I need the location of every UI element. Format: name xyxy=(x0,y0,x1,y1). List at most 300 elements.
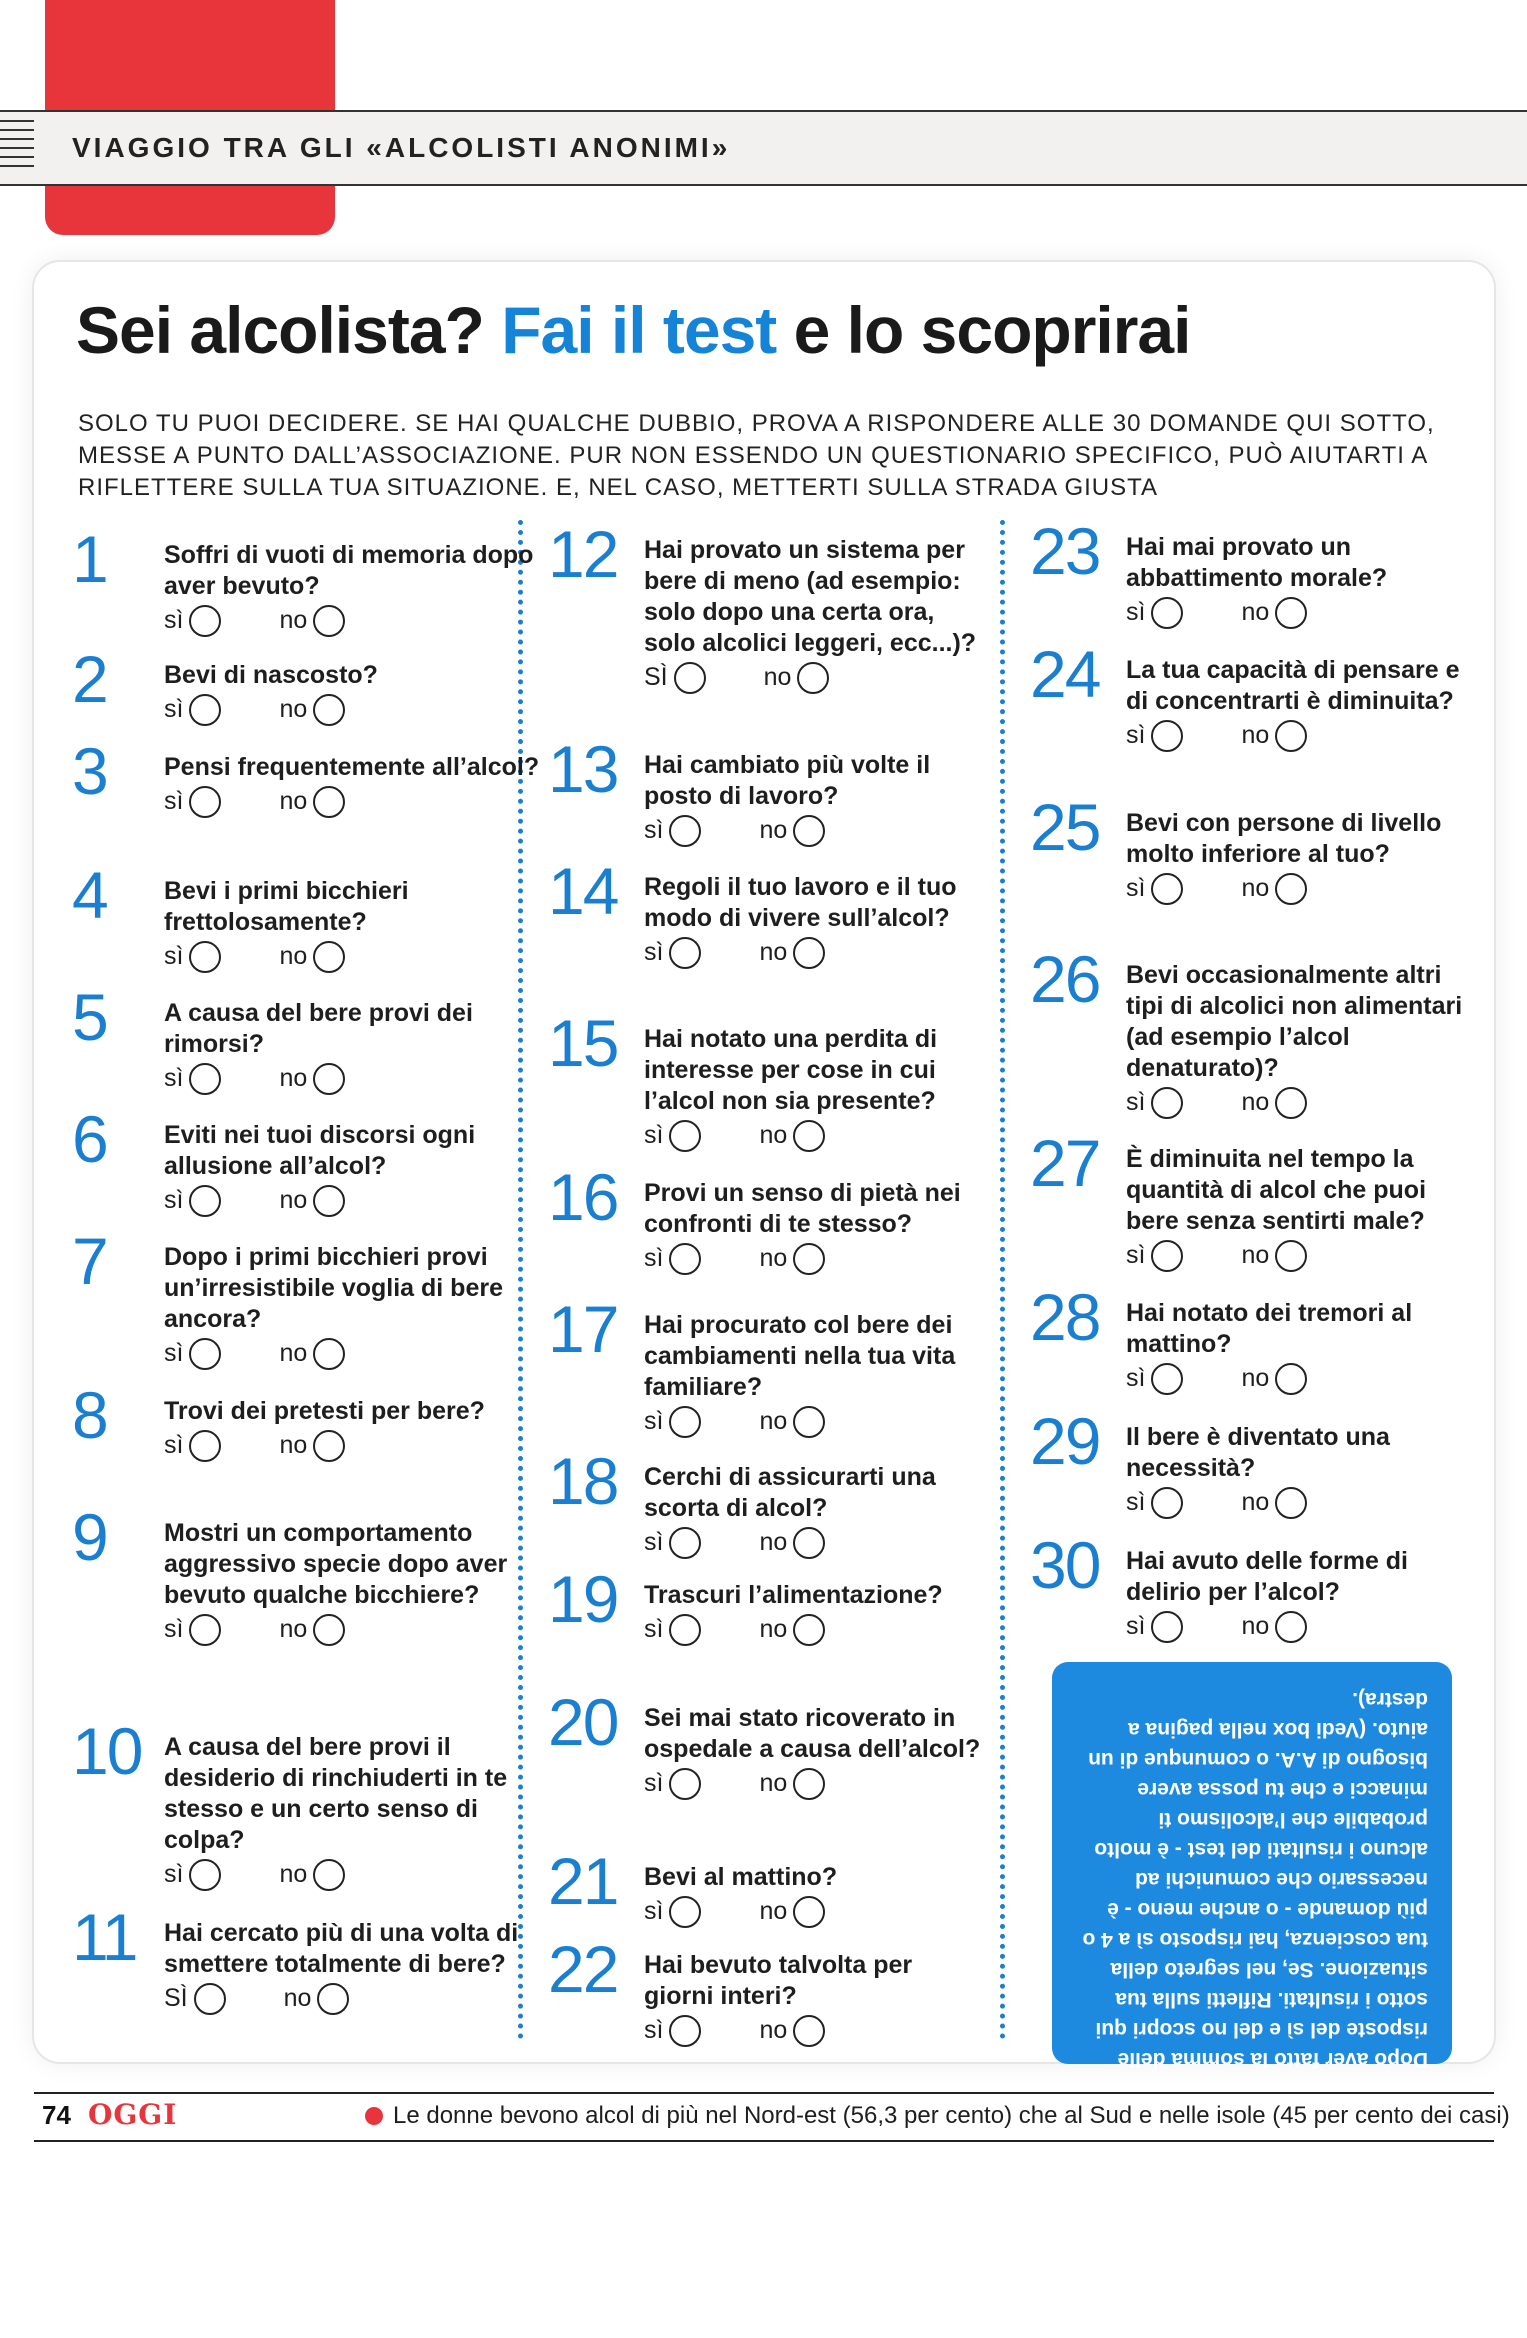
answer-yes-label: sì xyxy=(644,2016,664,2044)
answer-no[interactable] xyxy=(759,1243,825,1275)
answer-options xyxy=(644,1895,984,1928)
answer-yes-label: sì xyxy=(164,606,184,634)
question-text-block xyxy=(164,1120,564,1217)
question-number: 4 xyxy=(72,858,107,932)
answer-circle-icon[interactable] xyxy=(189,694,221,726)
answer-circle-icon[interactable] xyxy=(1275,720,1307,752)
answer-options xyxy=(644,1119,984,1152)
answer-no[interactable] xyxy=(759,1406,825,1438)
answer-yes[interactable] xyxy=(1126,873,1183,905)
answer-yes[interactable] xyxy=(644,1120,701,1152)
magazine-logo: OGGI xyxy=(88,2098,178,2131)
answer-circle-icon[interactable] xyxy=(1151,597,1183,629)
answer-circle-icon[interactable] xyxy=(793,1120,825,1152)
question-text-block xyxy=(164,1518,564,1646)
answer-no[interactable] xyxy=(279,1338,345,1370)
answer-no[interactable] xyxy=(284,1983,350,2015)
answer-circle-icon[interactable] xyxy=(189,605,221,637)
answer-yes-label: sì xyxy=(164,942,184,970)
answer-yes-label: sì xyxy=(164,1860,184,1888)
answer-no[interactable] xyxy=(279,941,345,973)
answer-yes[interactable] xyxy=(644,1527,701,1559)
answer-circle-icon[interactable] xyxy=(793,2015,825,2047)
question-text: Regoli il tuo lavoro e il tuo modo di vivere sull’alcol? xyxy=(644,873,957,932)
answer-no-label: no xyxy=(279,695,308,723)
header-side-lines xyxy=(0,120,34,174)
answer-options xyxy=(644,1767,984,1800)
answer-no[interactable] xyxy=(759,1527,825,1559)
answer-circle-icon[interactable] xyxy=(797,662,829,694)
answer-yes-label: sì xyxy=(164,1339,184,1367)
answer-options xyxy=(1126,872,1466,905)
answer-no[interactable] xyxy=(1241,1487,1307,1519)
question-text-block xyxy=(164,876,564,973)
question-number: 18 xyxy=(548,1444,618,1518)
results-box-text: Dopo aver fatto la somma delle risposte del sì e del no scopri qui sotto i risultati. Rifletti sulla tua situazione. Se, nel segreto della tua coscienza, hai risposto sì a 4 o più domande - o anche meno - è necessario che comunichi ad alcuno i risultati del test - è molto probabile che l’alcolismo ti minacci e che tu possa avere bisogno di A.A. o comunque di un aiuto. (Vedi box nella pagina a destra). xyxy=(1082,1688,1428,2071)
answer-options xyxy=(164,1858,564,1891)
question-text-block xyxy=(644,1462,984,1559)
answer-no[interactable] xyxy=(759,815,825,847)
title-part-1: Sei alcolista? xyxy=(76,293,484,367)
answer-circle-icon[interactable] xyxy=(1275,1363,1307,1395)
answer-circle-icon[interactable] xyxy=(793,1768,825,1800)
question-text: Hai bevuto talvolta per giorni interi? xyxy=(644,1951,913,2010)
answer-no[interactable] xyxy=(279,786,345,818)
answer-no-label: no xyxy=(279,1339,308,1367)
answer-circle-icon[interactable] xyxy=(1275,1240,1307,1272)
question-text: Hai notato una perdita di interesse per cose in cui l’alcol non sia presente? xyxy=(644,1025,938,1115)
answer-circle-icon[interactable] xyxy=(189,1430,221,1462)
footer-note xyxy=(365,2102,1510,2130)
answer-circle-icon[interactable] xyxy=(1151,1363,1183,1395)
answer-circle-icon[interactable] xyxy=(669,937,701,969)
answer-yes[interactable] xyxy=(164,1185,221,1217)
answer-yes-label: sì xyxy=(644,1244,664,1272)
question-text: Hai mai provato un abbattimento morale? xyxy=(1126,533,1388,592)
answer-circle-icon[interactable] xyxy=(669,1527,701,1559)
question-text-block xyxy=(1126,808,1466,905)
answer-no[interactable] xyxy=(279,1859,345,1891)
answer-circle-icon[interactable] xyxy=(1151,1240,1183,1272)
answer-no[interactable] xyxy=(1241,597,1307,629)
answer-circle-icon[interactable] xyxy=(1275,1611,1307,1643)
answer-no-label: no xyxy=(759,1407,788,1435)
answer-circle-icon[interactable] xyxy=(669,2015,701,2047)
question-number: 21 xyxy=(548,1844,618,1918)
question-number: 1 xyxy=(72,522,107,596)
answer-options xyxy=(644,1405,984,1438)
answer-yes-label: sì xyxy=(1126,598,1146,626)
answer-yes-label: sì xyxy=(164,1431,184,1459)
answer-no-label: no xyxy=(759,816,788,844)
answer-circle-icon[interactable] xyxy=(313,1859,345,1891)
answer-circle-icon[interactable] xyxy=(313,1614,345,1646)
answer-no[interactable] xyxy=(279,1430,345,1462)
answer-yes-label: sì xyxy=(644,1769,664,1797)
question-text: Bevi con persone di livello molto inferiore al tuo? xyxy=(1126,809,1442,868)
question-text-block xyxy=(1126,1144,1466,1272)
question-number: 20 xyxy=(548,1685,618,1759)
header-rule-top xyxy=(0,110,1527,112)
answer-circle-icon[interactable] xyxy=(313,1338,345,1370)
question-text: Hai procurato col bere dei cambiamenti nella tua vita familiare? xyxy=(644,1311,956,1401)
answer-yes[interactable] xyxy=(1126,1363,1183,1395)
question-text: A causa del bere provi dei rimorsi? xyxy=(164,999,473,1058)
page-number: 74 xyxy=(42,2100,71,2130)
question-text: A causa del bere provi il desiderio di rinchiuderti in te stesso e un certo senso di colpa? xyxy=(164,1733,508,1854)
question-number: 25 xyxy=(1030,790,1100,864)
answer-circle-icon[interactable] xyxy=(669,1406,701,1438)
answer-yes-label: sì xyxy=(1126,1612,1146,1640)
question-text: È diminuita nel tempo la quantità di alcol che puoi bere senza sentirti male? xyxy=(1126,1145,1427,1235)
answer-yes[interactable] xyxy=(644,815,701,847)
question-text: Il bere è diventato una necessità? xyxy=(1126,1423,1390,1482)
answer-circle-icon[interactable] xyxy=(313,1063,345,1095)
question-text-block xyxy=(164,660,564,726)
answer-no[interactable] xyxy=(764,662,830,694)
answer-options xyxy=(1126,1239,1466,1272)
answer-options xyxy=(1126,596,1466,629)
page-title xyxy=(76,292,1190,368)
answer-yes[interactable] xyxy=(644,662,706,694)
answer-yes[interactable] xyxy=(164,1614,221,1646)
question-text: Hai avuto delle forme di delirio per l’alcol? xyxy=(1126,1547,1409,1606)
question-text-block xyxy=(644,1950,984,2047)
results-box xyxy=(1052,1662,1452,2071)
answer-no-label: no xyxy=(279,1860,308,1888)
answer-circle-icon[interactable] xyxy=(1275,1487,1307,1519)
footer-note-text: Le donne bevono alcol di più nel Nord-est (56,3 per cento) che al Sud e nelle isole (45 per cento dei casi) xyxy=(393,2102,1510,2129)
answer-no[interactable] xyxy=(1241,720,1307,752)
answer-no-label: no xyxy=(279,1431,308,1459)
question-number: 10 xyxy=(72,1714,142,1788)
answer-no[interactable] xyxy=(759,937,825,969)
question-text: Sei mai stato ricoverato in ospedale a causa dell’alcol? xyxy=(644,1704,981,1763)
answer-yes[interactable] xyxy=(644,2015,701,2047)
question-text-block xyxy=(1126,1298,1466,1395)
answer-circle-icon[interactable] xyxy=(793,1406,825,1438)
answer-circle-icon[interactable] xyxy=(313,1185,345,1217)
answer-circle-icon[interactable] xyxy=(669,1243,701,1275)
answer-no-label: no xyxy=(1241,721,1270,749)
question-text: La tua capacità di pensare e di concentrarti è diminuita? xyxy=(1126,656,1460,715)
answer-yes-label: SÌ xyxy=(164,1984,188,2012)
answer-no-label: no xyxy=(279,1064,308,1092)
answer-circle-icon[interactable] xyxy=(313,786,345,818)
answer-options xyxy=(1126,1486,1466,1519)
answer-circle-icon[interactable] xyxy=(1151,1611,1183,1643)
question-text-block xyxy=(644,1862,984,1928)
answer-circle-icon[interactable] xyxy=(793,1614,825,1646)
answer-no[interactable] xyxy=(279,694,345,726)
answer-yes-label: sì xyxy=(164,1186,184,1214)
answer-circle-icon[interactable] xyxy=(669,1120,701,1152)
question-number: 17 xyxy=(548,1292,618,1366)
answer-options xyxy=(1126,719,1466,752)
answer-no[interactable] xyxy=(1241,873,1307,905)
answer-no-label: no xyxy=(759,2016,788,2044)
answer-circle-icon[interactable] xyxy=(793,1527,825,1559)
question-number: 7 xyxy=(72,1224,107,1298)
answer-circle-icon[interactable] xyxy=(194,1983,226,2015)
question-text-block xyxy=(164,998,564,1095)
question-number: 13 xyxy=(548,732,618,806)
answer-yes[interactable] xyxy=(1126,1611,1183,1643)
question-number: 28 xyxy=(1030,1280,1100,1354)
answer-circle-icon[interactable] xyxy=(1151,1087,1183,1119)
answer-yes[interactable] xyxy=(1126,720,1183,752)
question-number: 16 xyxy=(548,1160,618,1234)
answer-options xyxy=(164,1062,564,1095)
header-rule-bottom xyxy=(0,184,1527,186)
answer-circle-icon[interactable] xyxy=(1151,720,1183,752)
answer-options xyxy=(164,1613,564,1646)
question-number: 26 xyxy=(1030,942,1100,1016)
answer-circle-icon[interactable] xyxy=(189,1338,221,1370)
question-text-block xyxy=(644,1178,984,1275)
question-text: Hai provato un sistema per bere di meno (ad esempio: solo dopo una certa ora, solo alcolici leggeri, ecc...)? xyxy=(644,536,977,657)
question-text: Bevi i primi bicchieri frettolosamente? xyxy=(164,877,409,936)
question-text-block xyxy=(164,540,564,637)
answer-yes-label: sì xyxy=(1126,721,1146,749)
answer-circle-icon[interactable] xyxy=(189,1614,221,1646)
answer-yes[interactable] xyxy=(644,1614,701,1646)
answer-circle-icon[interactable] xyxy=(1275,1087,1307,1119)
question-text-block xyxy=(164,1732,564,1891)
answer-no[interactable] xyxy=(1241,1611,1307,1643)
answer-yes[interactable] xyxy=(1126,597,1183,629)
answer-yes[interactable] xyxy=(644,1768,701,1800)
answer-options xyxy=(644,661,984,694)
answer-circle-icon[interactable] xyxy=(1275,597,1307,629)
answer-no[interactable] xyxy=(759,2015,825,2047)
answer-yes[interactable] xyxy=(164,786,221,818)
answer-no-label: no xyxy=(1241,874,1270,902)
question-text: Bevi di nascosto? xyxy=(164,661,378,689)
answer-no-label: no xyxy=(279,787,308,815)
answer-yes[interactable] xyxy=(164,605,221,637)
answer-options xyxy=(164,940,564,973)
answer-no[interactable] xyxy=(279,1614,345,1646)
question-number: 19 xyxy=(548,1562,618,1636)
answer-circle-icon[interactable] xyxy=(317,1983,349,2015)
answer-yes[interactable] xyxy=(644,1896,701,1928)
answer-options xyxy=(164,1982,564,2015)
answer-no[interactable] xyxy=(759,1896,825,1928)
answer-options xyxy=(644,2014,984,2047)
answer-no[interactable] xyxy=(759,1614,825,1646)
answer-circle-icon[interactable] xyxy=(1275,873,1307,905)
answer-circle-icon[interactable] xyxy=(1151,873,1183,905)
answer-options xyxy=(164,604,564,637)
answer-yes-label: sì xyxy=(644,1528,664,1556)
answer-yes-label: sì xyxy=(1126,1488,1146,1516)
question-number: 12 xyxy=(548,517,618,591)
footer-rule-top xyxy=(34,2092,1494,2094)
question-text-block xyxy=(164,752,564,818)
answer-yes-label: sì xyxy=(644,1121,664,1149)
answer-no-label: no xyxy=(759,1244,788,1272)
question-text-block xyxy=(1126,960,1466,1119)
bullet-dot-icon xyxy=(365,2107,383,2125)
answer-no[interactable] xyxy=(279,1185,345,1217)
answer-options xyxy=(644,936,984,969)
answer-circle-icon[interactable] xyxy=(189,1859,221,1891)
answer-no-label: no xyxy=(759,1769,788,1797)
answer-options xyxy=(1126,1362,1466,1395)
answer-yes-label: sì xyxy=(644,938,664,966)
answer-yes[interactable] xyxy=(644,1243,701,1275)
question-text-block xyxy=(644,1580,984,1646)
answer-no-label: no xyxy=(1241,1088,1270,1116)
question-number: 2 xyxy=(72,642,107,716)
question-text-block xyxy=(1126,655,1466,752)
question-number: 6 xyxy=(72,1102,107,1176)
answer-no[interactable] xyxy=(279,605,345,637)
title-part-2: Fai il test xyxy=(501,293,777,367)
answer-circle-icon[interactable] xyxy=(189,786,221,818)
question-text-block xyxy=(644,750,984,847)
answer-no-label: no xyxy=(279,606,308,634)
question-text: Trovi dei pretesti per bere? xyxy=(164,1397,485,1425)
answer-no-label: no xyxy=(283,1984,312,2012)
answer-yes-label: sì xyxy=(644,1897,664,1925)
answer-options xyxy=(1126,1086,1466,1119)
answer-yes-label: sì xyxy=(164,695,184,723)
answer-no-label: no xyxy=(759,1528,788,1556)
answer-circle-icon[interactable] xyxy=(793,1243,825,1275)
answer-no[interactable] xyxy=(1241,1087,1307,1119)
answer-circle-icon[interactable] xyxy=(669,1614,701,1646)
answer-yes[interactable] xyxy=(164,1430,221,1462)
question-number: 9 xyxy=(72,1500,107,1574)
answer-yes[interactable] xyxy=(164,941,221,973)
answer-options xyxy=(644,814,984,847)
question-number: 8 xyxy=(72,1378,107,1452)
answer-circle-icon[interactable] xyxy=(1151,1487,1183,1519)
answer-no[interactable] xyxy=(759,1768,825,1800)
answer-options xyxy=(164,785,564,818)
footer-rule-bottom xyxy=(34,2140,1494,2142)
answer-yes[interactable] xyxy=(1126,1487,1183,1519)
question-text: Bevi occasionalmente altri tipi di alcolici non alimentari (ad esempio l’alcol denaturato)? xyxy=(1126,961,1463,1082)
question-text-block xyxy=(644,535,984,694)
answer-circle-icon[interactable] xyxy=(793,815,825,847)
intro-text: SOLO TU PUOI DECIDERE. SE HAI QUALCHE DUBBIO, PROVA A RISPONDERE ALLE 30 DOMANDE QUI SOTTO, MESSE A PUNTO DALL’ASSOCIAZIONE. PUR NON ESSENDO UN QUESTIONARIO SPECIFICO, PUÒ AIUTARTI A RIFLETTERE SULLA TUA SITUAZIONE. E, NEL CASO, METTERTI SULLA STRADA GIUSTA xyxy=(78,410,1435,501)
answer-yes[interactable] xyxy=(644,1406,701,1438)
answer-options xyxy=(644,1526,984,1559)
answer-yes-label: sì xyxy=(1126,1364,1146,1392)
answer-circle-icon[interactable] xyxy=(669,815,701,847)
question-text-block xyxy=(644,1703,984,1800)
question-text: Hai cercato più di una volta di smettere totalmente di bere? xyxy=(164,1919,519,1978)
answer-yes-label: sì xyxy=(164,1064,184,1092)
title-part-3: e lo scoprirai xyxy=(793,293,1191,367)
question-text-block xyxy=(164,1242,564,1370)
answer-circle-icon[interactable] xyxy=(674,662,706,694)
answer-no-label: no xyxy=(759,1615,788,1643)
answer-yes-label: sì xyxy=(1126,1088,1146,1116)
answer-no-label: no xyxy=(763,663,792,691)
section-label: VIAGGIO TRA GLI «ALCOLISTI ANONIMI» xyxy=(72,132,731,163)
question-number: 30 xyxy=(1030,1528,1100,1602)
question-number: 23 xyxy=(1030,514,1100,588)
answer-circle-icon[interactable] xyxy=(189,941,221,973)
answer-yes-label: sì xyxy=(164,787,184,815)
question-text-block xyxy=(1126,532,1466,629)
answer-circle-icon[interactable] xyxy=(313,1430,345,1462)
answer-circle-icon[interactable] xyxy=(189,1185,221,1217)
question-text: Soffri di vuoti di memoria dopo aver bevuto? xyxy=(164,541,534,600)
answer-no-label: no xyxy=(1241,1488,1270,1516)
answer-yes[interactable] xyxy=(164,1983,226,2015)
answer-yes-label: sì xyxy=(164,1615,184,1643)
question-text-block xyxy=(1126,1546,1466,1643)
answer-no[interactable] xyxy=(279,1063,345,1095)
question-text: Trascuri l’alimentazione? xyxy=(644,1581,943,1609)
answer-yes[interactable] xyxy=(1126,1240,1183,1272)
answer-yes[interactable] xyxy=(164,1063,221,1095)
answer-yes[interactable] xyxy=(164,694,221,726)
answer-circle-icon[interactable] xyxy=(313,941,345,973)
question-text-block xyxy=(644,872,984,969)
answer-circle-icon[interactable] xyxy=(669,1768,701,1800)
question-text-block xyxy=(164,1918,564,2015)
answer-options xyxy=(164,1184,564,1217)
question-number: 27 xyxy=(1030,1126,1100,1200)
question-text-block xyxy=(1126,1422,1466,1519)
column-separator-2 xyxy=(1000,520,1005,2040)
answer-no-label: no xyxy=(759,1897,788,1925)
question-number: 24 xyxy=(1030,637,1100,711)
answer-circle-icon[interactable] xyxy=(313,694,345,726)
answer-yes-label: sì xyxy=(644,1407,664,1435)
answer-options xyxy=(644,1242,984,1275)
answer-options xyxy=(164,1337,564,1370)
question-text: Hai cambiato più volte il posto di lavoro? xyxy=(644,751,931,810)
answer-circle-icon[interactable] xyxy=(669,1896,701,1928)
answer-circle-icon[interactable] xyxy=(189,1063,221,1095)
question-text: Dopo i primi bicchieri provi un’irresistibile voglia di bere ancora? xyxy=(164,1243,503,1333)
answer-circle-icon[interactable] xyxy=(793,1896,825,1928)
answer-yes[interactable] xyxy=(644,937,701,969)
answer-no-label: no xyxy=(1241,598,1270,626)
answer-circle-icon[interactable] xyxy=(313,605,345,637)
answer-no-label: no xyxy=(1241,1241,1270,1269)
question-number: 3 xyxy=(72,734,107,808)
answer-no-label: no xyxy=(759,1121,788,1149)
answer-no-label: no xyxy=(279,1615,308,1643)
question-text: Provi un senso di pietà nei confronti di te stesso? xyxy=(644,1179,961,1238)
answer-no[interactable] xyxy=(759,1120,825,1152)
question-text-block xyxy=(644,1024,984,1152)
answer-yes-label: SÌ xyxy=(644,663,668,691)
answer-options xyxy=(164,1429,564,1462)
answer-yes[interactable] xyxy=(164,1338,221,1370)
answer-no-label: no xyxy=(759,938,788,966)
answer-options xyxy=(164,693,564,726)
answer-no[interactable] xyxy=(1241,1240,1307,1272)
answer-yes-label: sì xyxy=(644,816,664,844)
question-text: Eviti nei tuoi discorsi ogni allusione all’alcol? xyxy=(164,1121,476,1180)
question-number: 22 xyxy=(548,1932,618,2006)
question-number: 15 xyxy=(548,1006,618,1080)
answer-no[interactable] xyxy=(1241,1363,1307,1395)
answer-no-label: no xyxy=(279,1186,308,1214)
answer-yes[interactable] xyxy=(1126,1087,1183,1119)
answer-circle-icon[interactable] xyxy=(793,937,825,969)
answer-yes[interactable] xyxy=(164,1859,221,1891)
